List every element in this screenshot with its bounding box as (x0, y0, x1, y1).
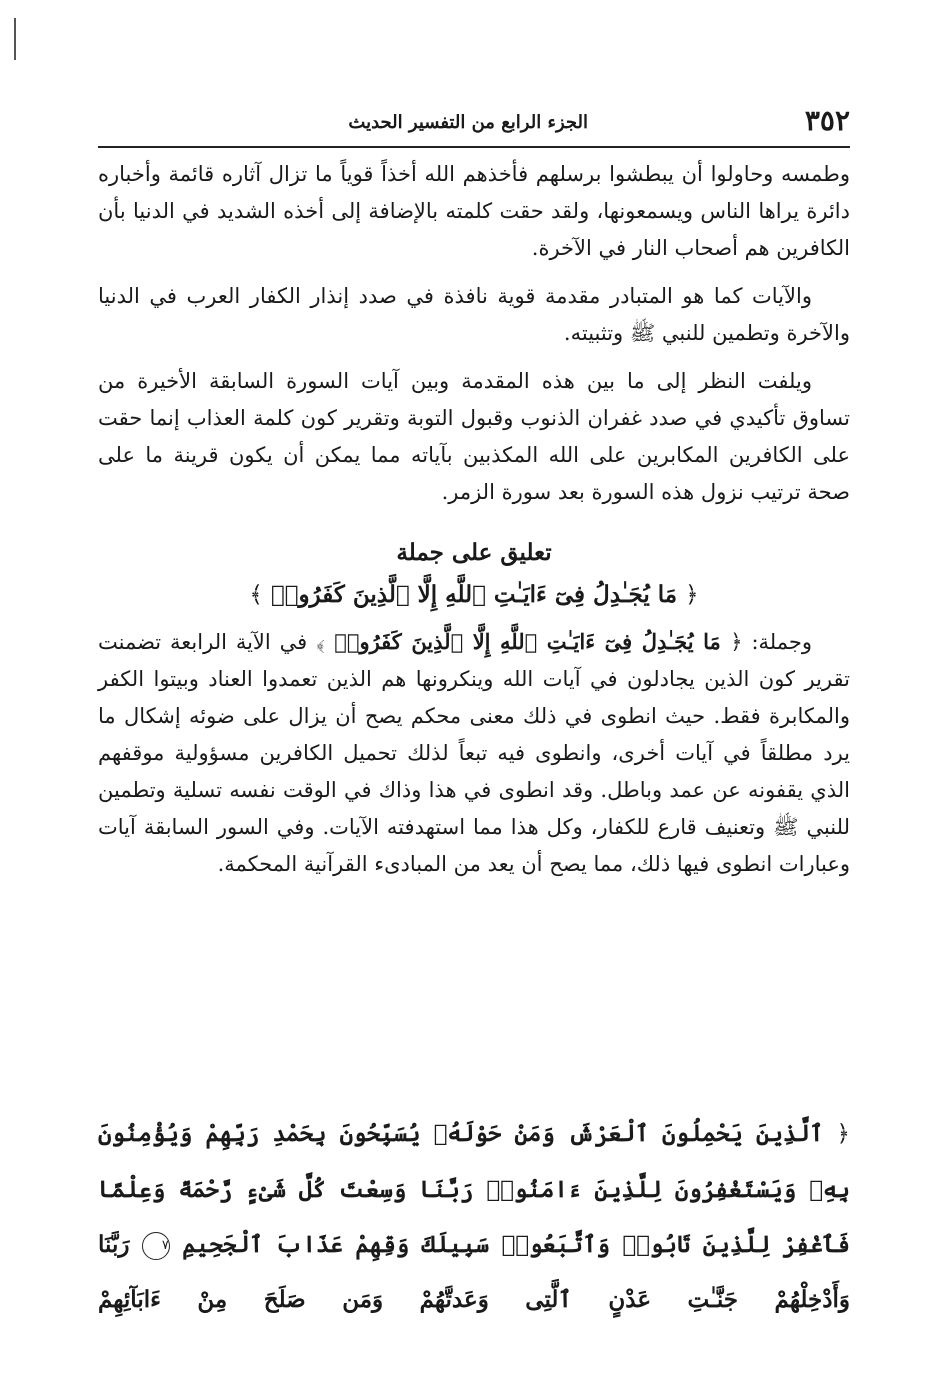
page-number: ٣٥٢ (804, 104, 850, 137)
body-text (98, 156, 850, 894)
commentary-rest: في الآية الرابعة تضمنت تقرير كون الذين يجادلون في آيات الله وينكرونها هم الذين تعمدوا العناد وبيتوا الكفر والمكابرة فقط. حيث انطوى في ذلك معنى محكم يصح أن يزال على ضوئه إشكال ما يرد مطلقاً في آيات أخرى، وانطوى فيه تبعاً لذلك تحميل الكافرين مسؤولية موقفهم الذي يقفونه عن عمد وباطل. وقد انطوى في هذا وذاك في الوقت نفسه تسلية وتطمين للنبي ﷺ وتعنيف قارع للكفار، وكل هذا مما استهدفته الآيات. وفي السور السابقة آيات وعبارات انطوى فيها ذلك، مما يصح أن يعد من المبادىء القرآنية المحكمة. (98, 630, 850, 876)
paragraph-2: والآيات كما هو المتبادر مقدمة قوية نافذة في صدد إنذار الكفار العرب في الدنيا والآخرة وتطمين للنبي ﷺ وتثبيته. (98, 284, 850, 345)
corner-mark (14, 18, 16, 60)
paragraph-1: وطمسه وحاولوا أن يبطشوا برسلهم فأخذهم الله أخذاً قوياً ما تزال آثاره قائمة وأخباره دائرة يراها الناس ويسمعونها، ولقد حقت كلمته بالإضافة إلى أخذه الشديد في الدنيا بأن الكافرين هم أصحاب النار في الآخرة. (98, 162, 850, 260)
section-title: تعليق على جملة (396, 539, 552, 566)
commentary-quote: مَا يُجَـٰدِلُ فِىٓ ءَايَـٰتِ ٱللَّهِ إِلَّا ٱلَّذِينَ كَفَرُوا۟ (324, 629, 731, 654)
verse-part-1: ٱلَّذِينَ يَحْمِلُونَ ٱلْعَرْشَ وَمَنْ حَوْلَهُۥ يُسَبِّحُونَ بِحَمْدِ رَبِّهِمْ وَيُؤْمِنُونَ بِهِۦ وَيَسْتَغْفِرُونَ لِلَّذِينَ ءَامَنُوا۟ رَبَّنَا وَسِعْتَ كُلَّ شَىْءٍ رَّحْمَةً وَعِلْمًا فَٱغْفِرْ لِلَّذِينَ تَابُوا۟ وَٱتَّبَعُوا۟ سَبِيلَكَ وَقِهِمْ عَذَابَ ٱلْجَحِيمِ (98, 1120, 850, 1258)
section-ayah (98, 575, 850, 615)
ayah-number-marker: ٧ (142, 1232, 170, 1260)
commentary-paragraph (98, 623, 850, 883)
running-title: الجزء الرابع من التفسير الحديث (348, 112, 588, 133)
verse-bracket-open: ﴿ (836, 1121, 850, 1147)
header-rule (98, 146, 850, 148)
ayah-bracket-open: ﴿ (685, 582, 699, 608)
ayah-bracket-close: ﴾ (249, 582, 263, 608)
commentary-lead: وجملة: (742, 630, 813, 654)
quran-verses (98, 1106, 850, 1327)
section-ayah-text: مَا يُجَـٰدِلُ فِىٓ ءَايَـٰتِ ٱللَّهِ إِلَّا ٱلَّذِينَ كَفَرُوا۟ (270, 581, 678, 608)
quote-bracket-close: ﴾ (316, 630, 325, 654)
quote-bracket-open: ﴿ (730, 630, 743, 654)
page-header (98, 104, 850, 142)
verse-part-2: رَبَّنَا وَأَدْخِلْهُمْ جَنَّـٰتِ عَدْنٍ ٱلَّتِى وَعَدتَّهُمْ وَمَن صَلَحَ مِنْ ءَابَآئِهِمْ (98, 1231, 850, 1313)
paragraph-3: ويلفت النظر إلى ما بين هذه المقدمة وبين آيات السورة السابقة الأخيرة من تساوق تأكيدي في صدد غفران الذنوب وقبول التوبة وتقرير كون كلمة العذاب إنما حقت على الكافرين المكابرين على الله المكذبين بآياته مما يمكن أن يكون قرينة ما على صحة ترتيب نزول هذه السورة بعد سورة الزمر. (98, 369, 850, 504)
